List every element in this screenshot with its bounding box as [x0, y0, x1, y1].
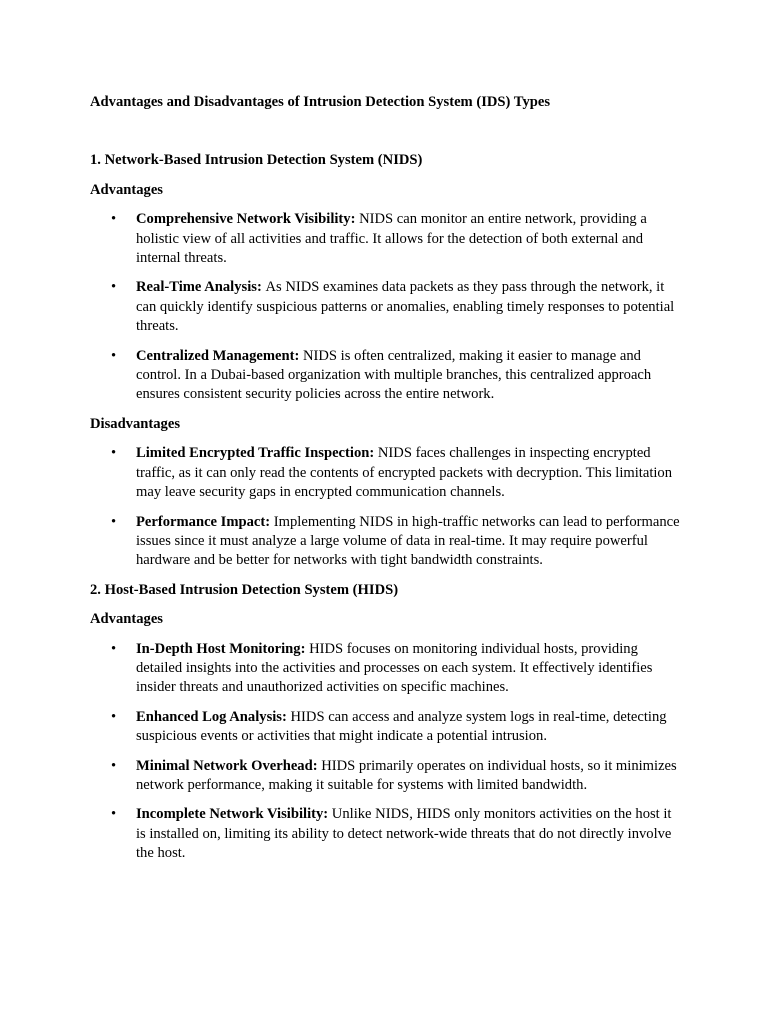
section-heading: 1. Network-Based Intrusion Detection System (NIDS)	[90, 152, 423, 169]
item-text: Implementing NIDS in high-traffic networks can lead to performance issues since it must analyze a large volume of data in real-time. It may require powerful hardware and be better for networks with tight bandwidth constraints.	[136, 513, 680, 569]
list-item	[90, 444, 680, 502]
advantages-list	[90, 640, 680, 864]
bullet-icon: •	[111, 757, 117, 774]
list-item	[90, 347, 680, 405]
section-nids	[90, 151, 680, 570]
item-text: Unlike NIDS, HIDS only monitors activities on the host it is installed on, limiting its ability to detect network-wide threats that do not directly involve the host.	[136, 806, 672, 862]
bullet-icon: •	[111, 806, 117, 823]
disadvantages-list	[90, 444, 680, 570]
list-item	[90, 708, 680, 747]
bullet-icon: •	[111, 708, 117, 725]
bullet-icon: •	[111, 640, 117, 657]
item-term: In-Depth Host Monitoring:	[136, 640, 310, 657]
item-text: NIDS faces challenges in inspecting encrypted traffic, as it can only read the contents of encrypted packets with decryption. This limitation may leave security gaps in encrypted communication channels.	[136, 445, 673, 501]
item-term: Centralized Management:	[136, 347, 303, 364]
section-heading: 2. Host-Based Intrusion Detection System (HIDS)	[90, 581, 399, 598]
document-page	[90, 93, 680, 874]
document-title: Advantages and Disadvantages of Intrusion Detection System (IDS) Types	[90, 94, 551, 110]
item-text: NIDS is often centralized, making it easier to manage and control. In a Dubai-based organization with multiple branches, this centralized approach ensures consistent security policies across the entire network.	[136, 347, 652, 403]
list-item	[90, 757, 680, 796]
item-text: HIDS can access and analyze system logs in real-time, detecting suspicious events or activities that might indicate a potential intrusion.	[136, 708, 667, 745]
advantages-heading: Advantages	[90, 181, 163, 198]
list-item	[90, 640, 680, 698]
list-item	[90, 210, 680, 268]
bullet-icon: •	[111, 445, 117, 462]
bullet-icon: •	[111, 347, 117, 364]
item-term: Incomplete Network Visibility:	[136, 806, 332, 823]
item-term: Comprehensive Network Visibility:	[136, 211, 360, 228]
bullet-icon: •	[111, 513, 117, 530]
list-item	[90, 513, 680, 571]
bullet-icon: •	[111, 279, 117, 296]
item-term: Enhanced Log Analysis:	[136, 708, 291, 725]
advantages-list	[90, 210, 680, 405]
item-term: Performance Impact:	[136, 513, 274, 530]
section-hids	[90, 581, 680, 864]
list-item	[90, 805, 680, 863]
bullet-icon: •	[111, 211, 117, 228]
item-text: HIDS focuses on monitoring individual hosts, providing detailed insights into the activities and processes on each system. It effectively identifies insider threats and unauthorized activities on specific machines.	[136, 640, 653, 696]
item-text: NIDS can monitor an entire network, providing a holistic view of all activities and traffic. It allows for the detection of both external and internal threats.	[136, 211, 647, 267]
disadvantages-heading: Disadvantages	[90, 415, 181, 432]
item-term: Real-Time Analysis:	[136, 279, 266, 296]
item-text: As NIDS examines data packets as they pass through the network, it can quickly identify suspicious patterns or anomalies, enabling timely responses to potential threats.	[136, 279, 675, 335]
advantages-heading: Advantages	[90, 611, 163, 628]
list-item	[90, 278, 680, 336]
item-text: HIDS primarily operates on individual hosts, so it minimizes network performance, making it suitable for systems with limited bandwidth.	[136, 757, 677, 793]
item-term: Limited Encrypted Traffic Inspection:	[136, 445, 378, 462]
item-term: Minimal Network Overhead:	[136, 757, 322, 774]
